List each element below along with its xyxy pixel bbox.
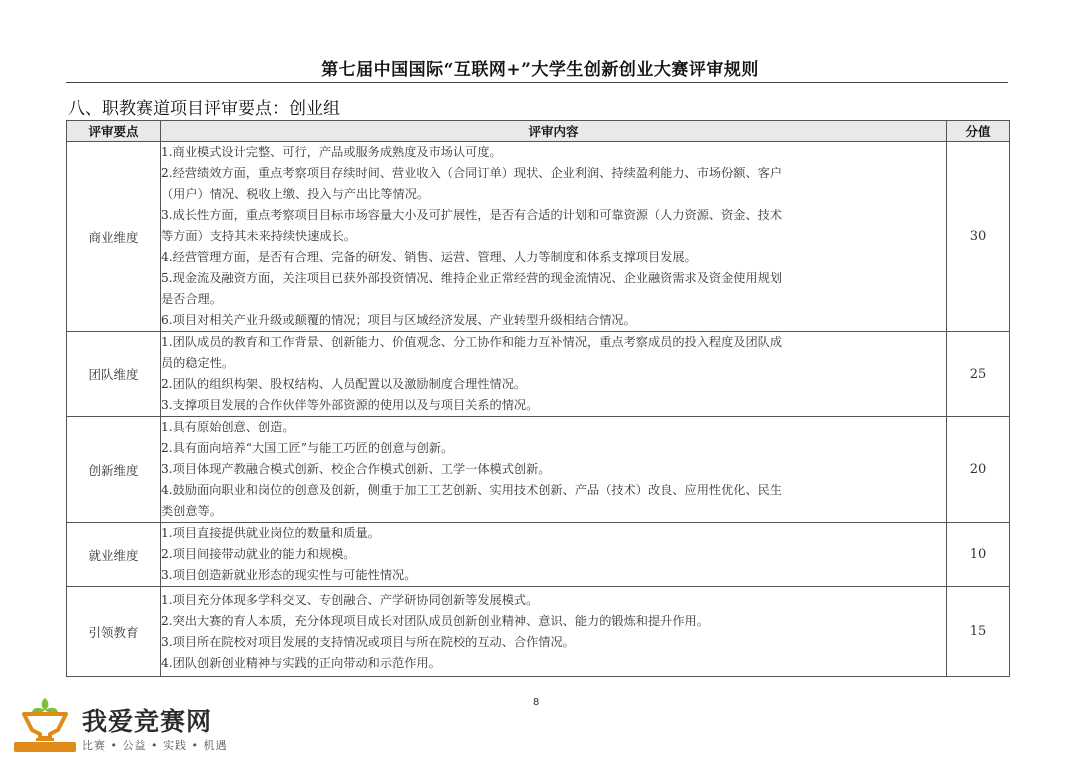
criteria-line: 等方面）支持其未来持续快速成长。 [161,229,356,243]
table-row [67,142,1010,332]
criteria-line: 3.支撑项目发展的合作伙伴等外部资源的使用以及与项目关系的情况。 [161,398,539,412]
criteria-line: 1.商业模式设计完整、可行，产品或服务成熟度及市场认可度。 [161,145,502,159]
review-point-cell: 就业维度 [67,523,161,587]
header-review-content: 评审内容 [161,121,947,142]
review-content-cell [161,587,947,677]
criteria-line: 2.突出大赛的育人本质，充分体现项目成长对团队成员创新创业精神、意识、能力的锻炼和提升作用。 [161,613,709,628]
criteria-line: 6.项目对相关产业升级或颠覆的情况；项目与区域经济发展、产业转型升级相结合情况。 [161,313,636,327]
criteria-line: 是否合理。 [161,292,222,306]
criteria-line: 1.项目充分体现多学科交叉、专创融合、产学研协同创新等发展模式。 [161,592,539,607]
criteria-line: 5.现金流及融资方面，关注项目已获外部投资情况、维持企业正常经营的现金流情况、企业融资需求及资金使用规划 [161,271,783,285]
review-point-cell: 商业维度 [67,142,161,332]
review-point-cell: 团队维度 [67,332,161,417]
criteria-line: 1.项目直接提供就业岗位的数量和质量。 [161,526,380,540]
criteria-line: 1.团队成员的教育和工作背景、创新能力、价值观念、分工协作和能力互补情况，重点考察成员的投入程度及团队成 [161,335,783,349]
criteria-line: 员的稳定性。 [161,356,235,370]
review-content-cell [161,523,947,587]
criteria-line: 4.经营管理方面，是否有合理、完备的研发、销售、运营、管理、人力等制度和体系支撑项目发展。 [161,250,697,264]
section-heading: 八、职教赛道项目评审要点：创业组 [68,99,340,119]
table-row [67,332,1010,417]
table-body [67,142,1010,677]
criteria-line: 2.具有面向培养“大国工匠”与能工巧匠的创意与创新。 [161,441,454,455]
score-cell: 15 [947,587,1010,677]
brand-slogan: 比赛 • 公益 • 实践 • 机遇 [82,739,228,752]
criteria-line: 2.团队的组织构架、股权结构、人员配置以及激励制度合理性情况。 [161,377,527,391]
criteria-line: 3.项目体现产教融合模式创新、校企合作模式创新、工学一体模式创新。 [161,462,551,476]
criteria-line: 4.团队创新创业精神与实践的正向带动和示范作用。 [161,655,441,670]
header-review-point: 评审要点 [67,121,161,142]
criteria-line: 类创意等。 [161,504,222,518]
page-number: 8 [533,697,540,708]
table-header-row [67,121,1010,142]
score-cell: 10 [947,523,1010,587]
criteria-line: 1.具有原始创意、创造。 [161,420,295,434]
header-score: 分值 [947,121,1010,142]
criteria-line: 3.项目创造新就业形态的现实性与可能性情况。 [161,568,417,582]
logo-url-bar [14,742,76,752]
review-point-cell: 引领教育 [67,587,161,677]
criteria-line: 3.成长性方面，重点考察项目目标市场容量大小及可扩展性，是否有合适的计划和可靠资源（人力资源、资金、技术 [161,208,783,222]
table-row [67,523,1010,587]
title-divider [66,82,1008,83]
review-content-cell [161,142,947,332]
review-point-cell: 创新维度 [67,417,161,523]
criteria-line: 3.项目所在院校对项目发展的支持情况或项目与所在院校的互动、合作情况。 [161,634,575,649]
criteria-line: 4.鼓励面向职业和岗位的创意及创新，侧重于加工工艺创新、实用技术创新、产品（技术）改良、应用性优化、民生 [161,483,783,497]
document-title: 第七届中国国际“互联网+”大学生创新创业大赛评审规则 [321,60,759,80]
criteria-line: 2.经营绩效方面，重点考察项目存续时间、营业收入（合同订单）现状、企业利润、持续盈利能力、市场份额、客户 [161,166,783,180]
score-cell: 30 [947,142,1010,332]
review-criteria-table [66,120,1010,677]
criteria-line: 2.项目间接带动就业的能力和规模。 [161,547,356,561]
table-row [67,587,1010,677]
score-cell: 20 [947,417,1010,523]
table-row [67,417,1010,523]
criteria-line: （用户）情况、税收上缴、投入与产出比等情况。 [161,187,430,201]
score-cell: 25 [947,332,1010,417]
brand-name: 我爱竞赛网 [82,707,213,736]
review-content-cell [161,332,947,417]
review-content-cell [161,417,947,523]
